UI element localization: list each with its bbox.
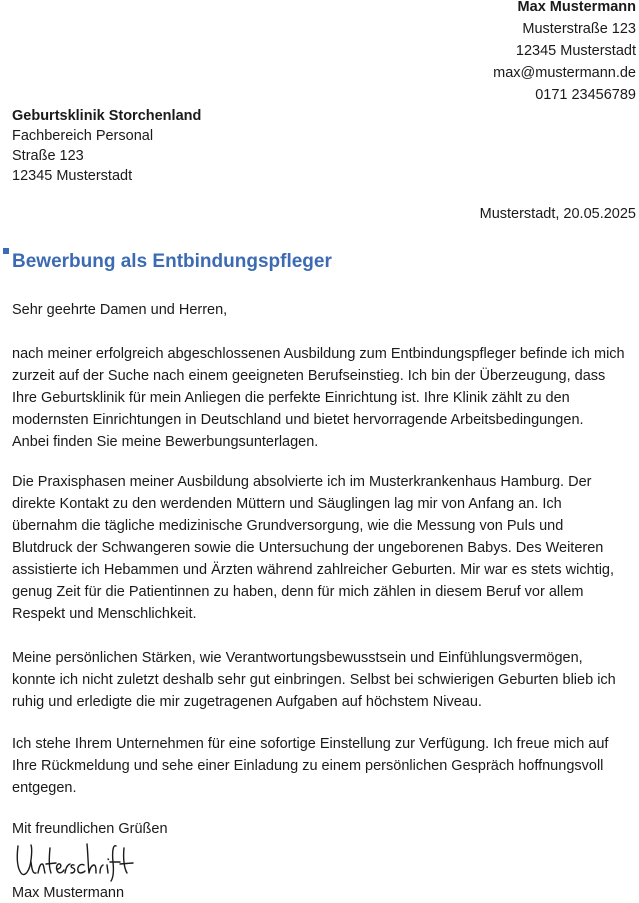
paragraph-line: Ihre Geburtsklinik für mein Anliegen die perfekte Einrichtung ist. Ihre Klinik zählt zu den — [12, 390, 570, 406]
paragraph-line: Respekt und Menschlichkeit. — [12, 606, 197, 622]
paragraph-line: Ich stehe Ihrem Unternehmen für eine sofortige Einstellung zur Verfügung. Ich freue mich auf — [12, 736, 609, 752]
sender-street: Musterstraße 123 — [522, 21, 636, 37]
recipient-department: Fachbereich Personal — [12, 128, 154, 144]
body-paragraph-2 — [12, 471, 638, 625]
recipient-company: Geburtsklinik Storchenland — [12, 108, 202, 124]
paragraph-line: Anbei finden Sie meine Bewerbungsunterlagen. — [12, 434, 319, 450]
sender-name: Max Mustermann — [517, 0, 636, 15]
paragraph-line: zurzeit auf der Suche nach einem geeigneten Berufseinstieg. Ich bin der Überzeugung, dass — [12, 368, 606, 384]
subject-marker — [3, 248, 9, 254]
paragraph-line: entgegen. — [12, 780, 77, 796]
paragraph-line: genug Zeit für die Patientinnen zu haben, denn für mich zählen in diesem Beruf vor allem — [12, 584, 584, 600]
paragraph-line: konnte ich nicht zuletzt deshalb sehr gut einbringen. Selbst bei schwierigen Geburten blieb ich — [12, 672, 616, 688]
letter-date: Musterstadt, 20.05.2025 — [479, 206, 636, 222]
recipient-block — [12, 106, 201, 186]
paragraph-line: übernahm die tägliche medizinische Grundversorgung, wie die Messung von Puls und — [12, 518, 564, 534]
closing-phrase: Mit freundlichen Grüßen — [12, 821, 168, 837]
paragraph-line: Ihre Rückmeldung und sehe einer Einladung zu einem persönlichen Gespräch hoffnungsvoll — [12, 758, 604, 774]
body-paragraph-1 — [12, 343, 638, 453]
paragraph-line: Meine persönlichen Stärken, wie Verantwortungsbewusstsein und Einfühlungsvermögen, — [12, 650, 583, 666]
salutation: Sehr geehrte Damen und Herren, — [12, 302, 228, 318]
paragraph-line: ruhig und erledigte die mir zugetragenen Aufgaben auf höchstem Niveau. — [12, 694, 482, 710]
letter-subject: Bewerbung als Entbindungspfleger — [12, 251, 332, 272]
paragraph-line: Blutdruck der Schwangeren sowie die Untersuchung der ungeborenen Babys. Des Weiteren — [12, 540, 604, 556]
paragraph-line: modernsten Einrichtungen in Deutschland und bietet hervorragende Arbeitsbedingungen. — [12, 412, 584, 428]
recipient-street: Straße 123 — [12, 148, 84, 164]
paragraph-line: Die Praxisphasen meiner Ausbildung absolvierte ich im Musterkrankenhaus Hamburg. Der — [12, 474, 592, 490]
sender-city: 12345 Musterstadt — [515, 43, 636, 59]
paragraph-line: assistierte ich Hebammen und Ärzten während zahlreicher Geburten. Mir war es stets wichtig, — [12, 562, 615, 578]
body-paragraph-4 — [12, 733, 638, 799]
sender-phone: 0171 23456789 — [535, 87, 636, 103]
paragraph-line: nach meiner erfolgreich abgeschlossenen Ausbildung zum Entbindungspfleger befinde ich mich — [12, 346, 625, 362]
recipient-city: 12345 Musterstadt — [12, 168, 133, 184]
sender-block — [493, 0, 636, 106]
signer-name: Max Mustermann — [12, 885, 125, 901]
body-paragraph-3 — [12, 647, 638, 713]
sender-email: max@mustermann.de — [493, 65, 636, 81]
paragraph-line: direkte Kontakt zu den werdenden Müttern und Säuglingen lag mir von Anfang an. Ich — [12, 496, 562, 512]
signature-image — [12, 840, 142, 882]
